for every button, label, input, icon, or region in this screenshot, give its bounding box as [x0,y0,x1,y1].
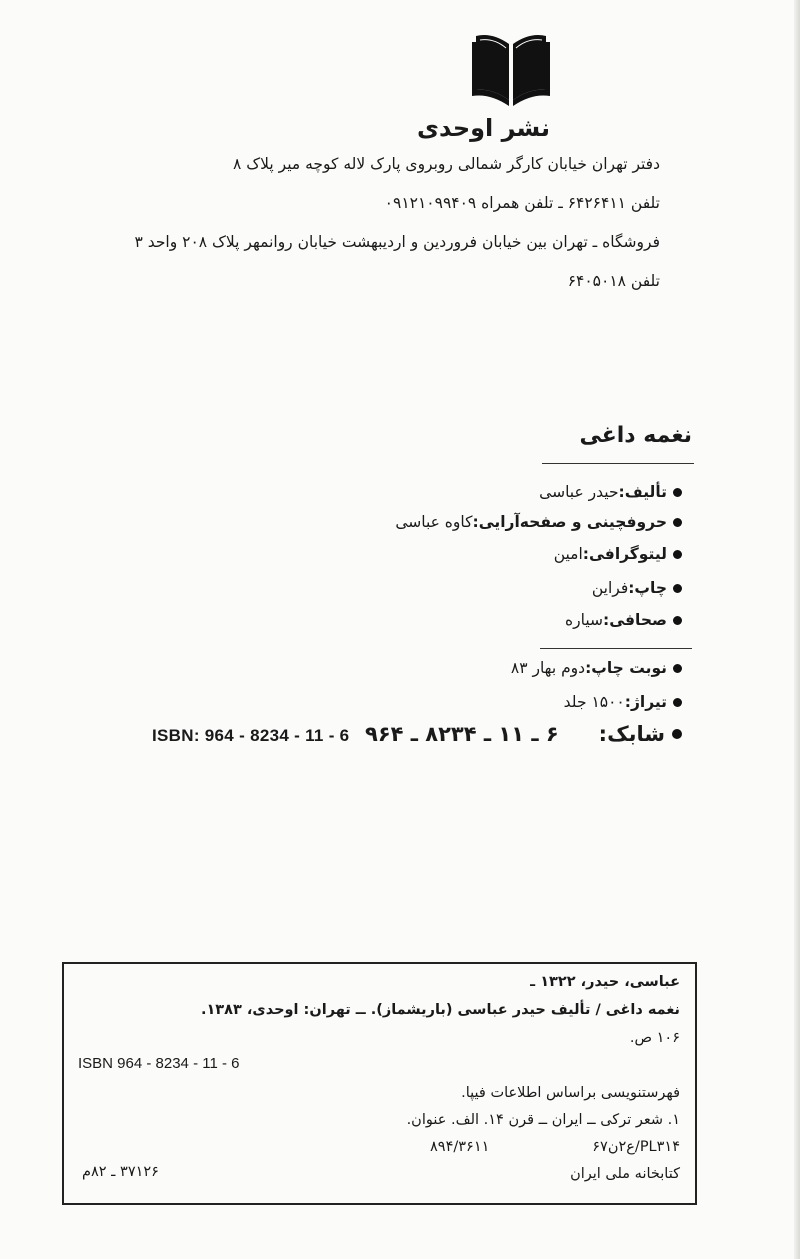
credits-rule [540,648,692,649]
bullet-icon [673,550,682,559]
bullet-icon [672,729,682,739]
print-run: تیراژ: ۱۵۰۰ جلد [564,693,682,711]
cip-pages: ۱۰۶ ص. [629,1030,680,1046]
bullet-icon [673,664,682,673]
cip-title: نغمه داغی / تألیف حیدر عباسی (باریشماز). ــ تهران: اوحدی، ۱۳۸۳. [200,1002,680,1018]
cip-dewey-class: ۸۹۴/۳۶۱۱ [430,1139,490,1155]
isbn-english: ISBN: 964 - 8234 - 11 - 6 [152,726,350,745]
publisher-logo-book-icon [470,30,552,110]
bullet-icon [673,698,682,707]
cip-record-number: ۳۷۱۲۶ ـ ۸۲م [82,1164,159,1180]
cip-author: عباسی، حیدر، ۱۳۲۲ ـ [530,974,680,990]
cip-subject: ۱. شعر ترکی ــ ایران ــ قرن ۱۴. الف. عنوان. [406,1112,680,1128]
credit-typesetting: حروفچینی و صفحه‌آرایی: کاوه عباسی [395,513,682,531]
credit-author: تألیف: حیدر عباسی [539,483,682,501]
publisher-name: نشر اوحدی [416,114,550,142]
bullet-icon [673,616,682,625]
page-edge [794,0,800,1259]
store-phone: تلفن ۶۴۰۵۰۱۸ [567,272,660,290]
edition-number: نوبت چاپ: دوم بهار ۸۳ [511,659,682,677]
credit-print: چاپ: فراین [592,579,682,597]
cip-library: کتابخانه ملی ایران [570,1166,680,1182]
bullet-icon [673,518,682,527]
cip-isbn: ISBN 964 - 8234 - 11 - 6 [78,1055,240,1072]
title-rule [542,463,694,464]
isbn-persian: شابک: ۶ ـ ۱۱ ـ ۸۲۳۴ ـ ۹۶۴ [365,722,682,746]
credit-binding: صحافی: سیاره [565,611,682,629]
bullet-icon [673,584,682,593]
cip-note: فهرستنویسی براساس اطلاعات فیپا. [461,1085,680,1101]
office-address: دفتر تهران خیابان کارگر شمالی روبروی پارک لاله کوچه میر پلاک ۸ [233,155,660,173]
cip-lc-class: PL۳۱۴/ع۲ن۶۷ [592,1139,680,1155]
publisher-phones: تلفن ۶۴۲۶۴۱۱ ـ تلفن همراه ۰۹۱۲۱۰۹۹۴۰۹ [384,194,660,212]
credit-lithography: لیتوگرافی: امین [554,545,682,563]
bullet-icon [673,488,682,497]
book-title: نغمه داغی [579,423,692,448]
store-address: فروشگاه ـ تهران بین خیابان فروردین و اردیبهشت خیابان روانمهر پلاک ۲۰۸ واحد ۳ [134,233,660,251]
